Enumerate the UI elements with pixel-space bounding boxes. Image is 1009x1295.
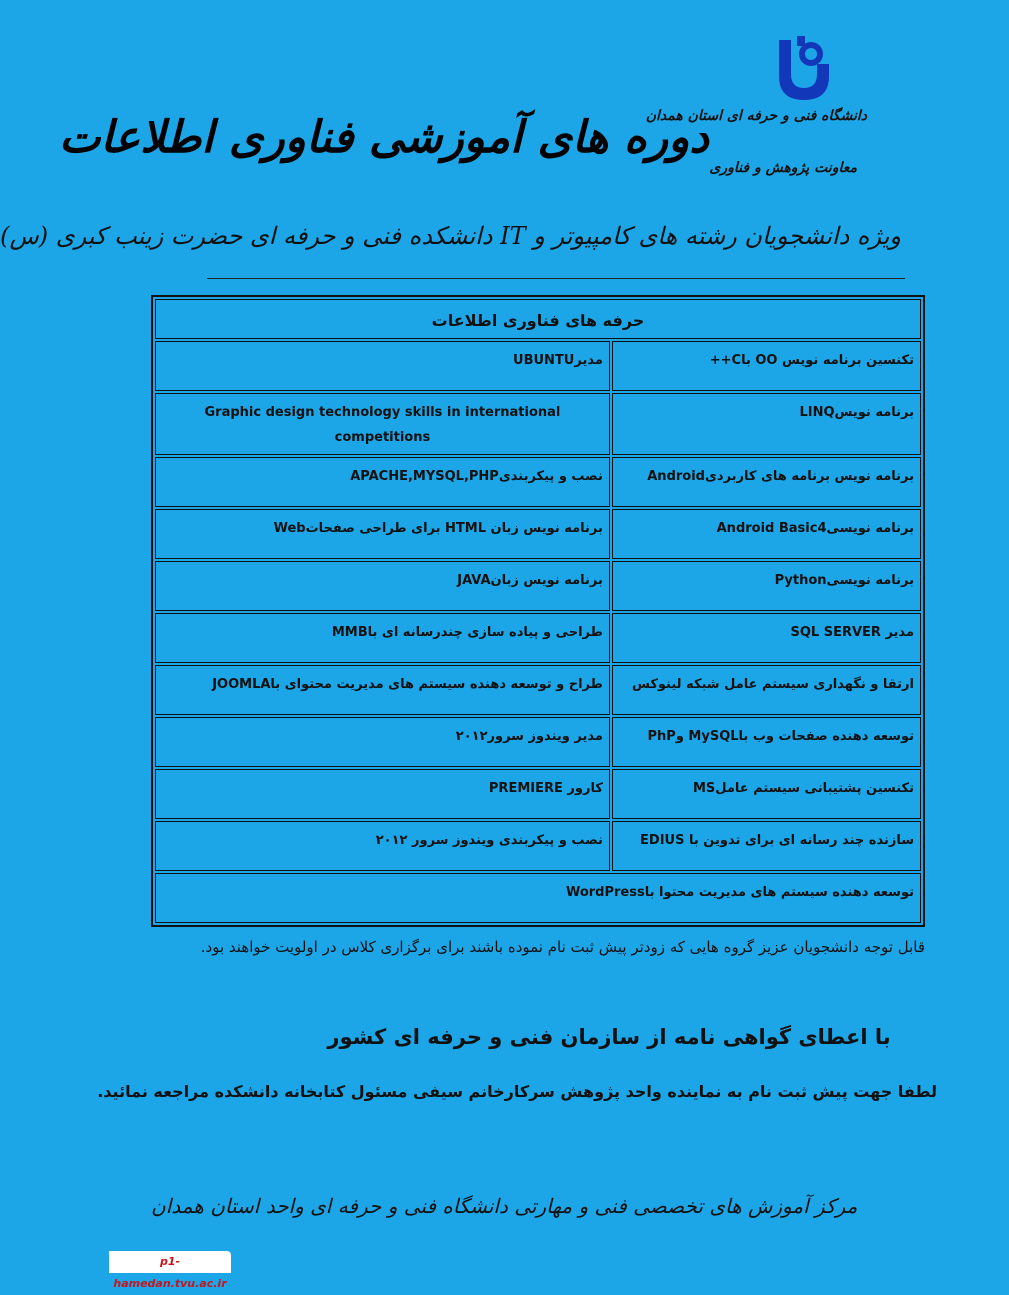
course-cell: نصب و پیکربندی ویندوز سرور ۲۰۱۲ [155,821,610,871]
page-title: دوره های آموزشی فناوری اطلاعات [58,112,709,163]
page-subtitle: ویژه دانشجویان رشته های کامپیوتر و IT دانشکده فنی و حرفه ای حضرت زینب کبری (س) [0,222,901,250]
course-cell: کارور PREMIERE [155,769,610,819]
university-name: دانشگاه فنی و حرفه ای استان همدان [645,108,867,124]
department-name: معاونت پژوهش و فناوری [709,160,857,176]
course-cell: برنامه نویس زبانJAVA [155,561,610,611]
table-row [155,769,921,819]
logo-icon [769,34,839,104]
course-cell: مدیر SQL SERVER [612,613,921,663]
course-cell: مدیرUBUNTU [155,341,610,391]
course-cell: توسعه دهنده سیستم های مدیریت محتوا باWordPress [155,873,921,923]
course-cell: تکنسین برنامه نویس OO باC++ [612,341,921,391]
course-cell: طراح و توسعه دهنده سیستم های مدیریت محتوای باJOOMLA [155,665,610,715]
course-cell: نصب و پیکربندیAPACHE,MYSQL,PHP [155,457,610,507]
table-row [155,821,921,871]
table-row [155,393,921,455]
registration-notice: لطفا جهت پیش ثبت نام به نماینده واحد پژوهش سرکارخانم سیفی مسئول کتابخانه دانشکده مراجعه نمائید. [97,1082,937,1101]
course-cell: طراحی و پیاده سازی چندرسانه ای باMMB [155,613,610,663]
title-divider [207,278,905,279]
course-cell: برنامه نویس زبان HTML برای طراحی صفحاتWeb [155,509,610,559]
footer-signature: مرکز آموزش های تخصصی فنی و مهارتی دانشگاه فنی و حرفه ای واحد استان همدان [151,1194,858,1218]
table-row [155,873,921,923]
course-cell: سازنده چند رسانه ای برای تدوین با EDIUS [612,821,921,871]
course-cell: برنامه نویسLINQ [612,393,921,455]
site-url[interactable]: p1-hamedan.tvu.ac.ir [109,1251,231,1273]
priority-note: قابل توجه دانشجویان عزیز گروه هایی که زودتر پیش ثبت نام نموده باشند برای برگزاری کلاس در اولویت خواهند بود. [200,938,925,956]
course-cell: Graphic design technology skills in international competitions [155,393,610,455]
table-row [155,561,921,611]
table-row [155,457,921,507]
course-cell: ارتقا و نگهداری سیستم عامل شبکه لینوکس [612,665,921,715]
course-cell: برنامه نویسیAndroid Basic4 [612,509,921,559]
table-heading: حرفه های فناوری اطلاعات [155,299,921,339]
course-cell: توسعه دهنده صفحات وب باMySQL وPhP [612,717,921,767]
table-row [155,509,921,559]
table-row [155,717,921,767]
course-cell: مدیر ویندوز سرور۲۰۱۲ [155,717,610,767]
table-row [155,665,921,715]
course-cell: برنامه نویسیPython [612,561,921,611]
certificate-notice: با اعطای گواهی نامه از سازمان فنی و حرفه ای کشور [327,1025,891,1049]
course-cell: تکنسین پشتیبانی سیستم عاملMS [612,769,921,819]
course-cell: برنامه نویس برنامه های کاربردیAndroid [612,457,921,507]
courses-table [151,295,925,927]
table-row [155,613,921,663]
table-row [155,341,921,391]
